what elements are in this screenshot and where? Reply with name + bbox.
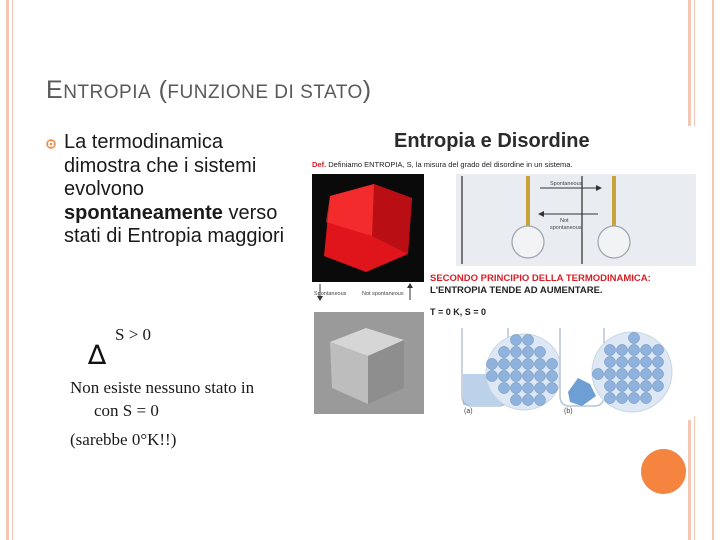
label-not-spontaneous: Not spontaneous bbox=[362, 291, 404, 297]
figure-illustrations bbox=[312, 126, 698, 416]
sphere bbox=[641, 345, 652, 356]
title-part: FUNZIONE DI STATO bbox=[167, 82, 363, 103]
sphere bbox=[605, 381, 616, 392]
sphere bbox=[653, 345, 664, 356]
sphere bbox=[629, 369, 640, 380]
note-line-1: Non esiste nessuno stato in bbox=[70, 378, 255, 397]
sphere bbox=[523, 383, 534, 394]
sphere bbox=[523, 335, 534, 346]
sphere bbox=[617, 357, 628, 368]
sphere bbox=[653, 381, 664, 392]
red-crystal-image bbox=[312, 174, 424, 282]
sphere bbox=[499, 347, 510, 358]
body-paragraph bbox=[64, 131, 304, 249]
law-line-2: L'ENTROPIA TENDE AD AUMENTARE. bbox=[430, 285, 603, 296]
note-line-2: con S = 0 bbox=[94, 401, 159, 420]
sphere bbox=[547, 371, 558, 382]
sphere bbox=[629, 345, 640, 356]
def-text: Definiamo ENTROPIA, S, la misura del grado del disordine in un sistema. bbox=[326, 160, 573, 169]
sphere bbox=[653, 369, 664, 380]
formula-text: S > 0 bbox=[115, 325, 152, 344]
sphere bbox=[617, 381, 628, 392]
title-part: E bbox=[46, 76, 64, 104]
decorative-circle bbox=[641, 449, 686, 494]
label-a: (a) bbox=[464, 408, 473, 415]
note-line-3: (sarebbe 0°K!!) bbox=[70, 430, 177, 449]
label-spontaneous: Spontaneous bbox=[314, 291, 347, 297]
sphere bbox=[593, 369, 604, 380]
sphere bbox=[523, 371, 534, 382]
sphere bbox=[641, 369, 652, 380]
sphere bbox=[605, 357, 616, 368]
sphere bbox=[617, 393, 628, 404]
sphere bbox=[523, 359, 534, 370]
label-b: (b) bbox=[564, 408, 573, 415]
frame-right-line-4 bbox=[712, 0, 714, 540]
sphere bbox=[547, 359, 558, 370]
sphere bbox=[511, 395, 522, 406]
figure-title: Entropia e Disordine bbox=[394, 130, 590, 152]
title-part: ) bbox=[362, 76, 372, 104]
flasks-image bbox=[456, 174, 696, 266]
sphere bbox=[487, 359, 498, 370]
second-law-text bbox=[430, 273, 651, 297]
sphere bbox=[499, 371, 510, 382]
sphere bbox=[523, 347, 534, 358]
sphere bbox=[523, 395, 534, 406]
frame-right-line-3 bbox=[688, 420, 691, 540]
def-label: Def. bbox=[312, 160, 327, 169]
frame-left-line bbox=[6, 0, 9, 540]
sphere bbox=[511, 335, 522, 346]
sphere bbox=[511, 359, 522, 370]
sphere bbox=[535, 359, 546, 370]
label-spontaneous-flask-2: spontaneous bbox=[550, 225, 582, 231]
sphere bbox=[535, 383, 546, 394]
sphere bbox=[617, 345, 628, 356]
sphere bbox=[499, 359, 510, 370]
sphere bbox=[653, 357, 664, 368]
label-not-flask: Not bbox=[560, 218, 569, 224]
sphere bbox=[535, 371, 546, 382]
title-part: NTROPIA bbox=[63, 82, 152, 103]
body-text: verso stati di Entropia maggiori bbox=[64, 201, 285, 247]
sphere bbox=[629, 381, 640, 392]
absolute-zero-text: T = 0 K, S = 0 bbox=[430, 307, 487, 317]
sphere bbox=[535, 347, 546, 358]
sphere bbox=[547, 383, 558, 394]
sphere bbox=[499, 383, 510, 394]
body-bold-text: spontaneamente bbox=[64, 201, 223, 224]
title-part: ( bbox=[151, 76, 168, 104]
bullet-icon bbox=[46, 139, 56, 149]
sphere bbox=[629, 333, 640, 344]
sphere bbox=[511, 371, 522, 382]
label-spontaneous-flask: Spontaneous bbox=[550, 181, 583, 187]
slide-title bbox=[46, 76, 372, 105]
sphere bbox=[641, 381, 652, 392]
metal-cube-image bbox=[314, 312, 424, 414]
sphere bbox=[641, 357, 652, 368]
sphere bbox=[629, 357, 640, 368]
law-line-1: SECONDO PRINCIPIO DELLA TERMODINAMICA: bbox=[430, 273, 651, 284]
sphere bbox=[511, 383, 522, 394]
sphere bbox=[487, 371, 498, 382]
sphere bbox=[629, 393, 640, 404]
sphere bbox=[605, 393, 616, 404]
sphere bbox=[617, 369, 628, 380]
frame-left-line-2 bbox=[12, 0, 13, 540]
delta-symbol: ∆ bbox=[88, 340, 107, 371]
body-text: La termodinamica dimostra che i sistemi evolvono bbox=[64, 131, 257, 200]
sphere bbox=[511, 347, 522, 358]
entropy-figure bbox=[312, 126, 698, 416]
sphere bbox=[535, 395, 546, 406]
sphere bbox=[605, 345, 616, 356]
sphere bbox=[605, 369, 616, 380]
sphere bbox=[641, 393, 652, 404]
frame-right-line bbox=[688, 0, 691, 130]
